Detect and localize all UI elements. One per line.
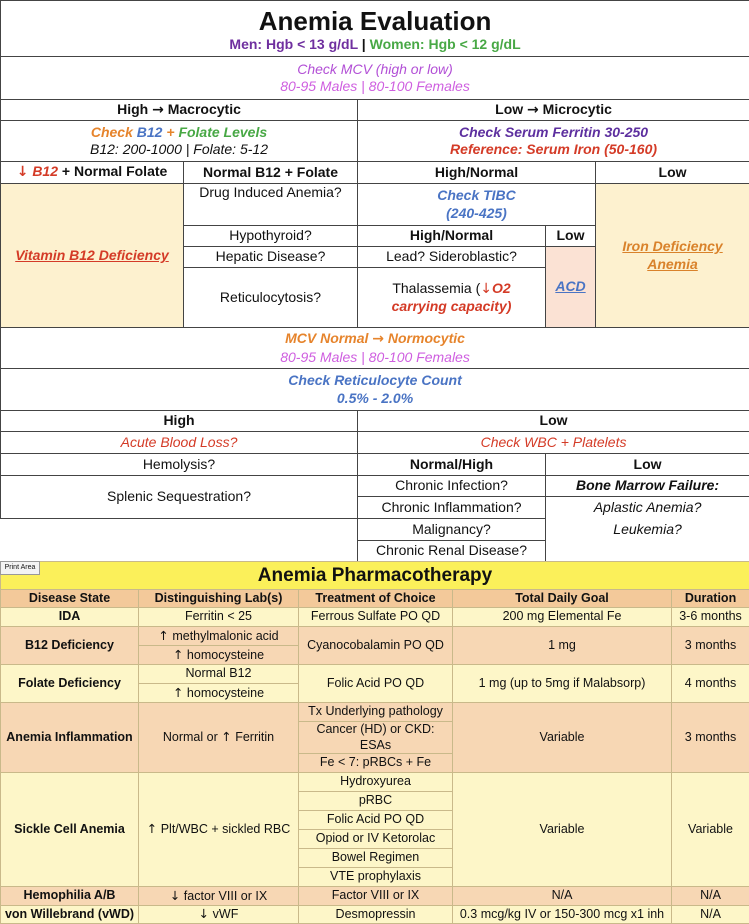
men-threshold: Men: Hgb < 13 g/dL [229, 36, 357, 52]
down-arrow-icon: ↓ [17, 164, 29, 180]
ferritin-low-header: Low [596, 162, 749, 184]
table-row: Folate Deficiency Normal B12 Folic Acid PO QD 1 mg (up to 5mg if Malabsorp) 4 months [1, 665, 749, 684]
reticulocytosis: Reticulocytosis? [184, 268, 358, 328]
check-ferritin-cell [358, 121, 749, 162]
normal-b12-header: Normal B12 + Folate [184, 162, 358, 184]
check-retic-cell: Check Reticulocyte Count 0.5% - 2.0% [1, 369, 749, 411]
low-b12-header: ↓ B12 + Normal Folate [1, 162, 184, 184]
table-row: Sickle Cell Anemia ↑ Plt/WBC + sickled RBC Hydroxyurea Variable Variable [1, 773, 749, 792]
acute-blood-loss: Acute Blood Loss? [1, 432, 358, 454]
up-arrow-icon: ↑ [158, 628, 168, 643]
macrocytic-header: High → Macrocytic [1, 100, 358, 121]
chronic-renal-disease: Chronic Renal Disease? [358, 541, 546, 562]
chronic-inflammation: Chronic Inflammation? [358, 497, 546, 519]
down-arrow-icon: ↓ [480, 281, 492, 297]
table-row: IDA Ferritin < 25 Ferrous Sulfate PO QD 200 mg Elemental Fe 3-6 months [1, 608, 749, 627]
tibc-low-header: Low [546, 226, 596, 247]
mcv-normal-cell: MCV Normal → Normocytic 80-95 Males | 80-100 Females [1, 328, 749, 369]
women-threshold: Women: Hgb < 12 g/dL [370, 36, 521, 52]
thalassemia: Thalassemia (↓O2 carrying capacity) [358, 268, 546, 328]
check-b12-folate-cell: Check B12 + Folate Levels B12: 200-1000 | Folate: 5-12 [1, 121, 358, 162]
hepatic-disease: Hepatic Disease? [184, 247, 358, 268]
iron-deficiency-anemia: Iron Deficiency Anemia [596, 184, 749, 328]
page-title: Anemia Evaluation [5, 4, 745, 36]
ferritin-high-normal-header: High/Normal [358, 162, 596, 184]
splenic-sequestration: Splenic Sequestration? [1, 476, 358, 519]
aplastic-anemia: Aplastic Anemia? [546, 497, 749, 519]
check-ferritin: Check Serum Ferritin 30-250 [362, 124, 745, 142]
up-arrow-icon: ↑ [221, 729, 231, 744]
chronic-infection: Chronic Infection? [358, 476, 546, 497]
table-row: von Willebrand (vWD) ↓ vWF Desmopressin 0.3 mcg/kg IV or 150-300 mcg x1 inh N/A [1, 906, 749, 924]
bone-marrow-failure: Bone Marrow Failure: [546, 476, 749, 497]
down-arrow-icon: ↓ [170, 888, 180, 903]
check-wbc-platelets: Check WBC + Platelets [358, 432, 749, 454]
retic-high-header: High [1, 411, 358, 432]
blank-cell [546, 541, 749, 562]
tibc-high-normal-header: High/Normal [358, 226, 546, 247]
header-duration: Duration [672, 590, 749, 608]
right-arrow-icon: → [372, 331, 384, 347]
blank-cell [1, 541, 358, 562]
microcytic-header: Low → Microcytic [358, 100, 749, 121]
wbc-low-header: Low [546, 454, 749, 476]
mcv-ranges: 80-95 Males | 80-100 Females [5, 78, 745, 96]
right-arrow-icon: → [527, 102, 539, 118]
table-row: B12 Deficiency ↑ methylmalonic acid Cyanocobalamin PO QD 1 mg 3 months [1, 627, 749, 646]
print-area-tag: Print Area [0, 561, 40, 575]
evaluation-header [1, 1, 749, 57]
malignancy: Malignancy? [358, 519, 546, 541]
check-mcv: Check MCV (high or low) [5, 61, 745, 79]
table-row: Anemia Inflammation Normal or ↑ Ferritin Tx Underlying pathology Variable 3 months [1, 703, 749, 722]
header-goal: Total Daily Goal [453, 590, 672, 608]
blank-cell [1, 519, 358, 541]
up-arrow-icon: ↑ [173, 647, 183, 662]
drug-induced: Drug Induced Anemia? [184, 184, 358, 226]
acd: ACD [546, 247, 596, 328]
pharmacotherapy-table: Anemia Pharmacotherapy Disease State Distinguishing Lab(s) Treatment of Choice Total Daily Goal Duration IDA Ferritin < 25 Ferrous Sulfate PO QD 200 mg Elemental Fe 3-6 months B12 Deficiency ↑ methylmalonic acid Cyanocobalamin PO QD 1 mg 3 months ↑ homocysteine Folate Deficiency Normal B12 Folic Acid PO QD 1 mg (up to 5mg if Malabsorp) 4 months ↑ homocysteine Anemia Inflammation Normal or ↑ Ferritin Tx Underlying pathology Variable 3 months Cancer (HD) or CKD: ESAs Fe < 7: pRBCs + Fe Sickle Cell Anemia ↑ Plt/WBC + sickled RBC Hydroxyurea Variable Variable pRBC Folic Acid PO QD Opiod or IV Ketorolac Bowel Regimen VTE prophylaxis Hemophilia A/B ↓ factor VIII or IX Factor VIII or IX N/A N/A von Willebrand (vWD) ↓ vWF Desmopressin 0.3 mcg/kg IV or 150-300 mcg x1 inh N/A [0, 561, 749, 924]
leukemia: Leukemia? [546, 519, 749, 541]
lead-sideroblastic: Lead? Sideroblastic? [358, 247, 546, 268]
check-mcv-cell [1, 57, 749, 100]
b12-folate-ranges: B12: 200-1000 | Folate: 5-12 [5, 141, 353, 159]
hemolysis: Hemolysis? [1, 454, 358, 476]
header-lab: Distinguishing Lab(s) [139, 590, 299, 608]
up-arrow-icon: ↑ [147, 821, 157, 836]
retic-low-header: Low [358, 411, 749, 432]
check-tibc-cell: Check TIBC (240-425) [358, 184, 596, 226]
wbc-normal-high-header: Normal/High [358, 454, 546, 476]
header-disease-state: Disease State [1, 590, 139, 608]
pharmacotherapy-title: Anemia Pharmacotherapy [1, 562, 749, 590]
vitamin-b12-deficiency: Vitamin B12 Deficiency [1, 184, 184, 328]
header-treatment: Treatment of Choice [299, 590, 453, 608]
right-arrow-icon: → [152, 102, 164, 118]
serum-iron-reference: Reference: Serum Iron (50-160) [362, 141, 745, 159]
hypothyroid: Hypothyroid? [184, 226, 358, 247]
separator: | [362, 36, 366, 52]
up-arrow-icon: ↑ [173, 685, 183, 700]
table-row: Hemophilia A/B ↓ factor VIII or IX Factor VIII or IX N/A N/A [1, 887, 749, 906]
down-arrow-icon: ↓ [199, 906, 209, 921]
